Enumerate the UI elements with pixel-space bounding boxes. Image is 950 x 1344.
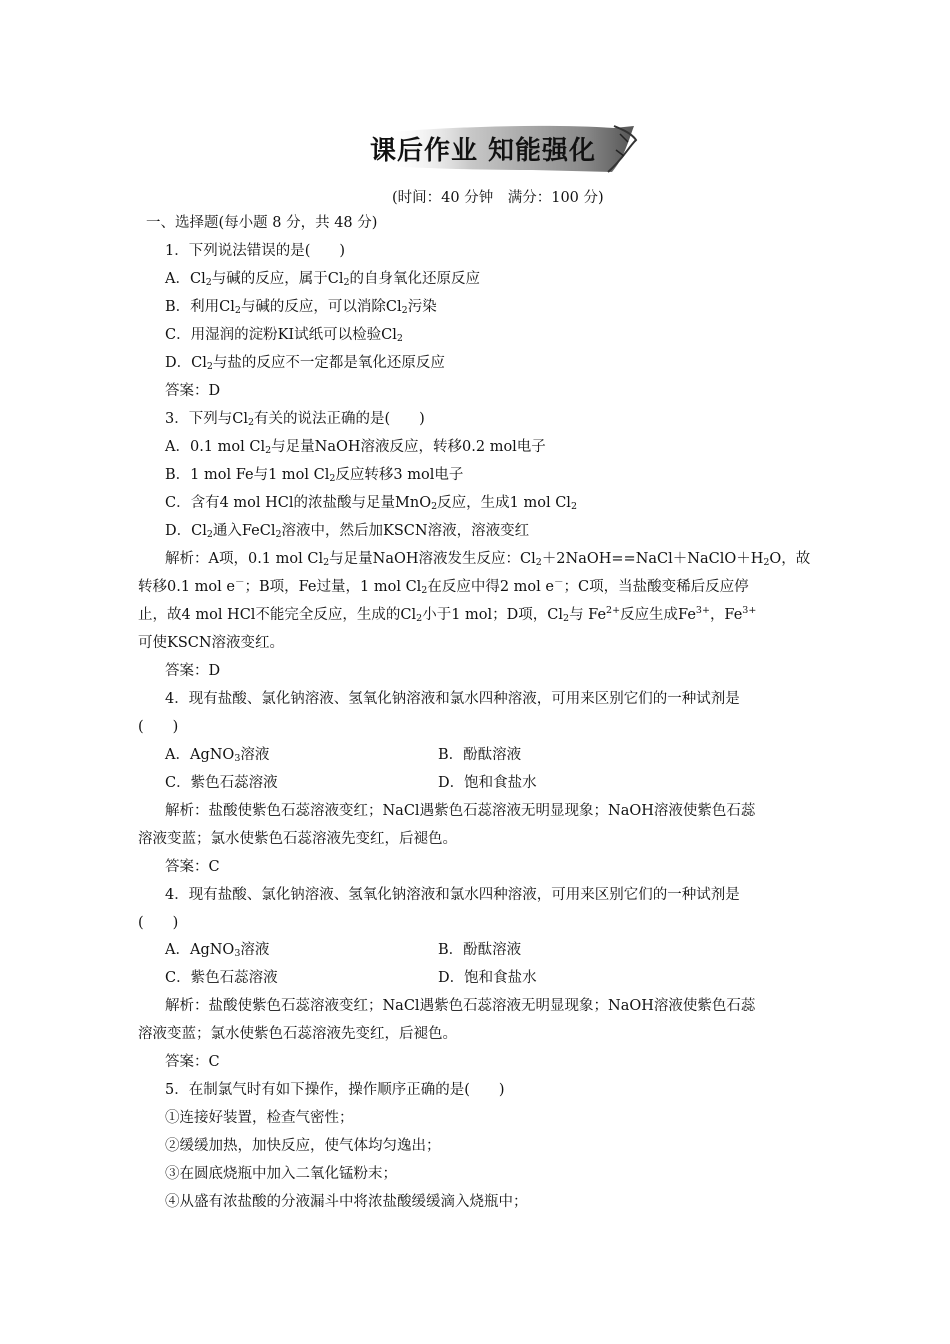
q1-option-c: C．用湿润的淀粉KI试纸可以检验$Cl_2$	[165, 327, 403, 344]
q3-option-b: B．1 mol Fe与1 mol $Cl_2$反应转移3 mol电子	[165, 467, 464, 484]
q5-step-4: ④从盛有浓盐酸的分液漏斗中将浓盐酸缓缓滴入烧瓶中；	[165, 1194, 528, 1210]
q1-answer: 答案：D	[165, 383, 221, 399]
q1-option-b: B．利用$Cl_2$与碱的反应，可以消除$Cl_2$污染	[165, 299, 437, 316]
time-score-info: (时间：40 分钟 满分：100 分)	[392, 190, 604, 206]
section-heading: 一、选择题(每小题 8 分，共 48 分)	[146, 215, 378, 231]
q4a-analysis-line-1: 解析：盐酸使紫色石蕊溶液变红；NaCl遇紫色石蕊溶液无明显现象；NaOH溶液使紫色石蕊	[165, 803, 756, 819]
q1-option-a: A．$Cl_2$与碱的反应，属于$Cl_2$的自身氧化还原反应	[165, 271, 481, 288]
q4b-option-d: D．饱和食盐水	[438, 970, 537, 986]
q4a-analysis-line-2: 溶液变蓝；氯水使紫色石蕊溶液先变红，后褪色。	[138, 831, 457, 847]
q3-option-c: C．含有4 mol HCl的浓盐酸与足量MnO$_2$反应，生成1 mol $Cl_2$	[165, 495, 577, 512]
q5-step-3: ③在圆底烧瓶中加入二氧化锰粉末；	[165, 1166, 397, 1182]
q5-stem: 5．在制氯气时有如下操作，操作顺序正确的是( )	[165, 1082, 505, 1098]
q4a-option-a: A．AgNO$_3$溶液	[165, 747, 270, 764]
q4b-option-b: B．酚酞溶液	[438, 942, 522, 958]
q3-option-a: A．0.1 mol $Cl_2$与足量NaOH溶液反应，转移0.2 mol电子	[165, 439, 546, 456]
page-title: 课后作业 知能强化	[370, 136, 597, 166]
q5-step-1: ①连接好装置，检查气密性；	[165, 1110, 354, 1126]
q4a-answer: 答案：C	[165, 859, 220, 875]
q4a-option-d: D．饱和食盐水	[438, 775, 537, 791]
q4a-option-b: B．酚酞溶液	[438, 747, 522, 763]
q5-step-2: ②缓缓加热，加快反应，使气体均匀逸出；	[165, 1138, 441, 1154]
q3-analysis-line-1: 解析：A项，0.1 mol $Cl_2$与足量NaOH溶液发生反应：$Cl_2+2NaOH==NaCl+NaClO+H_2O$，故	[165, 551, 811, 568]
q3-analysis-line-4: 可使KSCN溶液变红。	[138, 635, 285, 651]
q4b-stem-line-2: ( )	[138, 915, 179, 931]
q1-stem: 1．下列说法错误的是( )	[165, 243, 346, 259]
q4b-stem-line-1: 4．现有盐酸、氯化钠溶液、氢氧化钠溶液和氯水四种溶液，可用来区别它们的一种试剂是	[165, 887, 740, 903]
title-banner	[352, 120, 642, 180]
q4b-option-c: C．紫色石蕊溶液	[165, 970, 278, 986]
q4b-option-a: A．AgNO$_3$溶液	[165, 942, 270, 959]
q4b-analysis-line-2: 溶液变蓝；氯水使紫色石蕊溶液先变红，后褪色。	[138, 1026, 457, 1042]
q4a-stem-line-2: ( )	[138, 719, 179, 735]
q4b-analysis-line-1: 解析：盐酸使紫色石蕊溶液变红；NaCl遇紫色石蕊溶液无明显现象；NaOH溶液使紫色石蕊	[165, 998, 756, 1014]
q4b-answer: 答案：C	[165, 1054, 220, 1070]
q3-analysis-line-2: 转移0.1 mol e－；B项，Fe过量，1 mol $Cl_2$在反应中得2 mol e－；C项，当盐酸变稀后反应停	[138, 577, 749, 596]
q3-analysis-line-3: 止，故4 mol HCl不能完全反应，生成的$Cl_2$小于1 mol；D项，$Cl_2$与 $Fe^{2+}$反应生成$Fe^{3+}$，$Fe^{3+}$	[138, 605, 757, 624]
q1-option-d: D．$Cl_2$与盐的反应不一定都是氧化还原反应	[165, 355, 445, 372]
q4a-option-c: C．紫色石蕊溶液	[165, 775, 278, 791]
q4a-stem-line-1: 4．现有盐酸、氯化钠溶液、氢氧化钠溶液和氯水四种溶液，可用来区别它们的一种试剂是	[165, 691, 740, 707]
q3-option-d: D．$Cl_2$通入FeCl$_2$溶液中，然后加KSCN溶液，溶液变红	[165, 523, 530, 540]
q3-stem: 3．下列与$Cl_2$有关的说法正确的是( )	[165, 411, 425, 428]
q3-answer: 答案：D	[165, 663, 221, 679]
